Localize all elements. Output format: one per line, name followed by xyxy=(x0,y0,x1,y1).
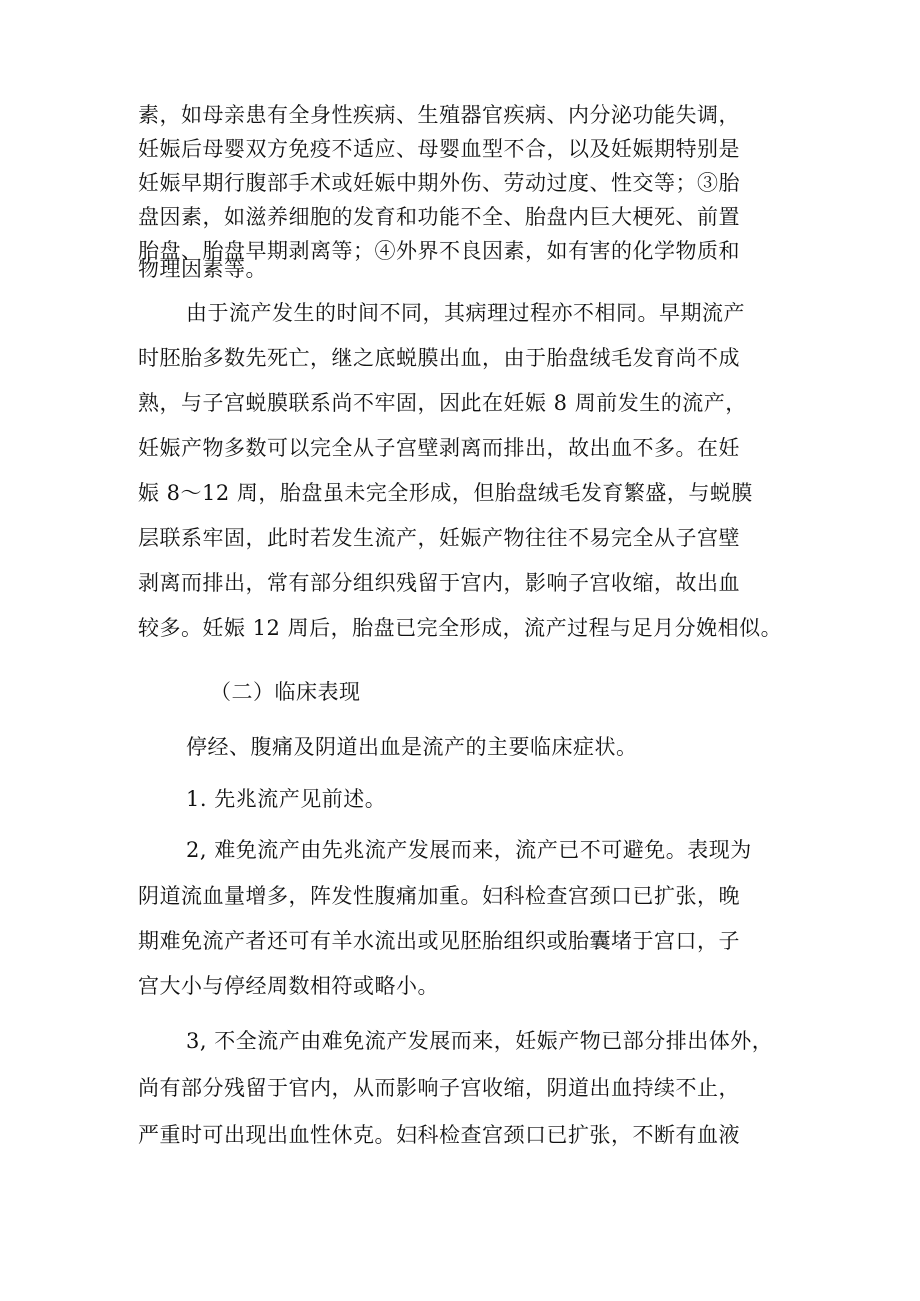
text-line: 熟，与子宫蜕膜联系尚不牢固，因此在妊娠 8 周前发生的流产， xyxy=(138,391,747,415)
text-line: 盘因素，如滋养细胞的发育和功能不全、胎盘内巨大梗死、前置 xyxy=(138,205,740,229)
text-line: 阴道流血量增多，阵发性腹痛加重。妇科检查宫颈口已扩张，晚 xyxy=(138,884,740,908)
text-line: 期难免流产者还可有羊水流出或见胚胎组织或胎囊堵于宫口，子 xyxy=(138,929,740,953)
text-line: 停经、腹痛及阴道出血是流产的主要临床症状。 xyxy=(186,735,638,759)
text-line: 较多。妊娠 12 周后，胎盘已完全形成，流产过程与足月分娩相似。 xyxy=(138,616,783,640)
text-line: 物理因素等。 xyxy=(138,257,267,281)
list-item: 3, 不全流产由难免流产发展而来，妊娠产物已部分排出体外， xyxy=(186,1029,774,1053)
section-heading: （二）临床表现 xyxy=(210,680,361,704)
text-line: 由于流产发生的时间不同，其病理过程亦不相同。早期流产 xyxy=(186,301,745,325)
text-line: 妊娠早期行腹部手术或妊娠中期外伤、劳动过度、性交等；③胎 xyxy=(138,171,740,195)
list-item: 2, 难免流产由先兆流产发展而来，流产已不可避免。表现为 xyxy=(186,838,752,862)
text-line: 胎盘、胎盘早期剥离等；④外界不良因素，如有害的化学物质和 xyxy=(138,239,740,263)
text-line: 妊娠后母婴双方免疫不适应、母婴血型不合，以及妊娠期特别是 xyxy=(138,137,740,161)
text-line: 时胚胎多数先死亡，继之底蜕膜出血，由于胎盘绒毛发育尚不成 xyxy=(138,346,740,370)
text-line: 娠 8～12 周，胎盘虽未完全形成，但胎盘绒毛发育繁盛，与蜕膜 xyxy=(138,481,753,505)
text-line: 尚有部分残留于官内，从而影响子宫收缩，阴道出血持续不止， xyxy=(138,1076,740,1100)
text-line: 剥离而排出，常有部分组织残留于宫内，影响子宫收缩，故出血 xyxy=(138,571,740,595)
text-line: 严重时可出现出血性休克。妇科检查宫颈口已扩张，不断有血液 xyxy=(138,1123,740,1147)
text-line: 宫大小与停经周数相符或略小。 xyxy=(138,974,439,998)
list-item: 1. 先兆流产见前述。 xyxy=(186,787,387,811)
text-line: 妊娠产物多数可以完全从子宫壁剥离而排出，故出血不多。在妊 xyxy=(138,436,740,460)
text-line: 层联系牢固，此时若发生流产，妊娠产物往往不易完全从子宫壁 xyxy=(138,526,740,550)
text-line: 素，如母亲患有全身性疾病、生殖器官疾病、内分泌功能失调， xyxy=(138,103,740,127)
